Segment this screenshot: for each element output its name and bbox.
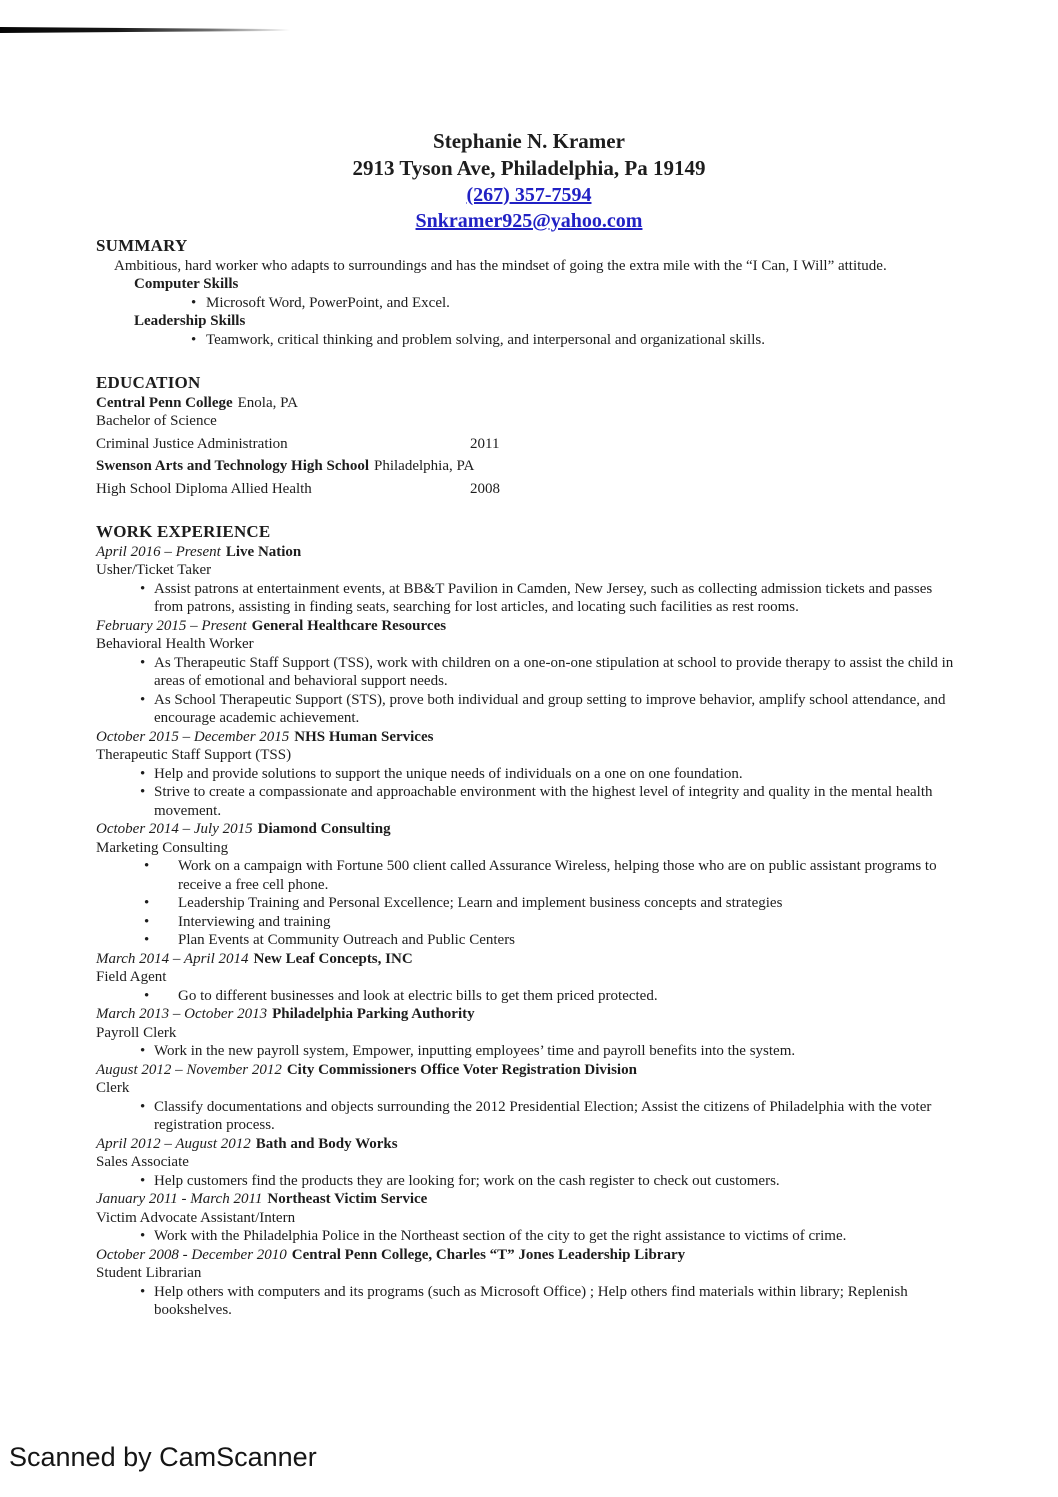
bullet-item: • Help and provide solutions to support the unique needs of individuals on a one on one foundation.	[96, 765, 964, 784]
bullet-item: • As School Therapeutic Support (STS), prove both individual and group setting to improve behavior, amplify school attendance, and encourage academic achievement.	[96, 691, 964, 728]
job-title: Marketing Consulting	[96, 839, 229, 856]
job-dates: March 2013 – October 2013	[96, 1006, 268, 1022]
job-entry	[96, 1190, 964, 1246]
job-dates: March 2014 – April 2014	[96, 950, 249, 967]
job-dates: April 2012 – August 2012	[96, 1135, 251, 1152]
highschool-location: Philadelphia, PA	[374, 458, 475, 474]
job-head	[96, 1005, 964, 1024]
job-title: Therapeutic Staff Support (TSS)	[96, 747, 292, 763]
job-head	[96, 950, 964, 969]
job-head	[96, 1246, 964, 1265]
job-bullets	[96, 1172, 964, 1191]
skill-label-computer: Computer Skills	[134, 276, 239, 292]
bullet-item: • Strive to create a compassionate and approachable environment with the highest level of integrity and quality in the mental health movement.	[96, 783, 964, 820]
job-title: Behavioral Health Worker	[96, 636, 254, 652]
computer-skills-list	[96, 294, 964, 313]
job-company: Philadelphia Parking Authority	[272, 1006, 475, 1022]
job-entry	[96, 950, 964, 1006]
job-dates: October 2014 – July 2015	[96, 821, 253, 837]
job-title: Victim Advocate Assistant/Intern	[96, 1209, 296, 1226]
job-company: Northeast Victim Service	[267, 1191, 428, 1207]
bullet-item: • Work on a campaign with Fortune 500 client called Assurance Wireless, helping those who are on public assistant programs to receive a free cell phone.	[96, 857, 964, 894]
job-title: Usher/Ticket Taker	[96, 562, 212, 578]
college-year: 2011	[470, 435, 500, 452]
job-entry	[96, 617, 964, 728]
bullet-item: • Leadership Training and Personal Excellence; Learn and implement business concepts and strategies	[96, 894, 964, 913]
job-bullets	[96, 1042, 964, 1061]
bullet-item: • Help others with computers and its programs (such as Microsoft Office) ; Help others find materials within library; Replenish bookshelves.	[96, 1283, 964, 1320]
job-bullets	[96, 1227, 964, 1246]
camscanner-watermark: Scanned by CamScanner	[9, 1442, 317, 1472]
job-bullets	[96, 1283, 964, 1320]
job-company: New Leaf Concepts, INC	[253, 950, 413, 967]
bullet-item: • Plan Events at Community Outreach and Public Centers	[96, 931, 964, 950]
job-bullets	[96, 580, 964, 617]
summary-heading: SUMMARY	[96, 236, 188, 255]
job-head	[96, 728, 964, 747]
job-entry	[96, 1135, 964, 1191]
job-bullets	[96, 654, 964, 728]
job-title: Clerk	[96, 1080, 130, 1096]
highschool-year: 2008	[470, 480, 500, 497]
email-link[interactable]: Snkramer925@yahoo.com	[415, 210, 643, 232]
job-company: Bath and Body Works	[255, 1135, 398, 1152]
college-program-row	[96, 435, 964, 454]
job-head	[96, 543, 964, 562]
job-company: Diamond Consulting	[257, 821, 391, 837]
job-dates: January 2011 - March 2011	[96, 1191, 263, 1207]
bullet-item: • Help customers find the products they are looking for; work on the cash register to check out customers.	[96, 1172, 964, 1191]
bullet-item: • Classify documentations and objects surrounding the 2012 Presidential Election; Assist the citizens of Philadelphia with the voter registration process.	[96, 1098, 964, 1135]
job-dates: August 2012 – November 2012	[96, 1061, 282, 1078]
bullet-item: • As Therapeutic Staff Support (TSS), work with children on a one-on-one stipulation at school to provide therapy to assist the child in areas of emotional and behavioral support needs.	[96, 654, 964, 691]
work-section	[96, 523, 964, 1320]
job-company: General Healthcare Resources	[251, 617, 447, 634]
bullet-item: • Interviewing and training	[96, 913, 964, 932]
college-program: Criminal Justice Administration	[96, 435, 288, 452]
job-dates: February 2015 – Present	[96, 617, 247, 634]
job-head	[96, 1135, 964, 1154]
highschool-program-row	[96, 480, 964, 499]
college-location: Enola, PA	[237, 394, 298, 411]
job-company: Live Nation	[225, 543, 302, 560]
summary-section	[96, 237, 964, 349]
job-dates: October 2015 – December 2015	[96, 728, 290, 745]
resume-address: 2913 Tyson Ave, Philadelphia, Pa 19149	[352, 156, 706, 180]
job-title: Field Agent	[96, 969, 167, 985]
job-entry	[96, 1061, 964, 1135]
highschool-program: High School Diploma Allied Health	[96, 480, 312, 497]
job-entry	[96, 1246, 964, 1320]
job-head	[96, 820, 964, 839]
job-title: Sales Associate	[96, 1154, 189, 1170]
bullet-item: • Work in the new payroll system, Empower, inputting employees’ time and payroll benefits into the system.	[96, 1042, 964, 1061]
phone-link[interactable]: (267) 357-7594	[466, 184, 592, 206]
college-degree: Bachelor of Science	[96, 413, 217, 429]
bullet-item: • Work with the Philadelphia Police in the Northeast section of the city to get the right assistance to victims of crime.	[96, 1227, 964, 1246]
job-entry	[96, 543, 964, 617]
education-highschool-line	[96, 457, 964, 476]
job-company: Central Penn College, Charles “T” Jones Leadership Library	[291, 1246, 686, 1263]
work-heading: WORK EXPERIENCE	[96, 522, 271, 541]
job-entry	[96, 728, 964, 821]
resume-header	[0, 0, 1058, 234]
job-bullets	[96, 857, 964, 950]
highschool-name: Swenson Arts and Technology High School	[96, 458, 369, 474]
resume-body	[96, 237, 964, 1320]
bullet-item: • Go to different businesses and look at electric bills to get them priced protected.	[96, 987, 964, 1006]
job-company: City Commissioners Office Voter Registration Division	[286, 1061, 637, 1078]
job-head	[96, 617, 964, 636]
job-head	[96, 1061, 964, 1080]
education-heading: EDUCATION	[96, 373, 201, 392]
bullet-item: • Assist patrons at entertainment events, at BB&T Pavilion in Camden, New Jersey, such as collecting admission tickets and passes from patrons, assisting in finding seats, searching for lost articles, and locating such facilities as rest rooms.	[96, 580, 964, 617]
skill-label-leadership: Leadership Skills	[134, 313, 246, 329]
job-head	[96, 1190, 964, 1209]
leadership-skills-list	[96, 331, 964, 350]
summary-intro: Ambitious, hard worker who adapts to surroundings and has the mindset of going the extra mile with the “I Can, I Will” attitude.	[114, 257, 887, 274]
job-entry	[96, 820, 964, 950]
job-entry	[96, 1005, 964, 1061]
job-bullets	[96, 765, 964, 821]
job-bullets	[96, 1098, 964, 1135]
resume-name: Stephanie N. Kramer	[433, 129, 625, 153]
job-bullets	[96, 987, 964, 1006]
job-title: Student Librarian	[96, 1265, 202, 1281]
job-title: Payroll Clerk	[96, 1024, 177, 1041]
education-section	[96, 374, 964, 498]
college-name: Central Penn College	[96, 394, 233, 411]
job-company: NHS Human Services	[294, 728, 434, 745]
education-college-line	[96, 394, 964, 413]
job-dates: October 2008 - December 2010	[96, 1246, 287, 1263]
bullet-item: • Teamwork, critical thinking and problem solving, and interpersonal and organizational skills.	[96, 331, 964, 350]
job-dates: April 2016 – Present	[96, 543, 221, 560]
bullet-item: • Microsoft Word, PowerPoint, and Excel.	[96, 294, 964, 313]
